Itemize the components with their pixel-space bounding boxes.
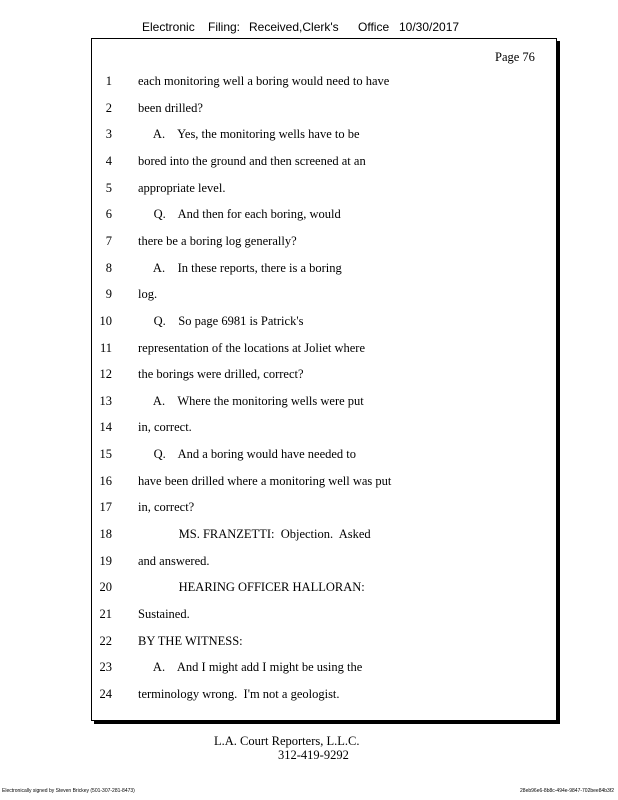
transcript-line (0, 687, 618, 703)
line-text: appropriate level. (138, 180, 226, 195)
page-number: Page 76 (495, 50, 535, 64)
header-filing: Filing: (208, 20, 241, 34)
header-received-clerks: Received,Clerk's (249, 20, 339, 34)
line-number: 15 (99, 447, 112, 462)
line-text: have been drilled where a monitoring well was put (138, 473, 392, 488)
line-text: A. Yes, the monitoring wells have to be (138, 127, 360, 142)
line-number: 4 (105, 153, 112, 168)
line-number: 20 (99, 580, 112, 595)
line-number: 24 (99, 686, 112, 701)
footer-phone: 312-419-9292 (278, 748, 349, 762)
transcript-line (0, 580, 618, 596)
line-number: 19 (99, 553, 112, 568)
line-text: MS. FRANZETTI: Objection. Asked (138, 527, 371, 542)
signature-right: 28eb96e6-8b8c-494e-9847-702bee84b3f2 (520, 788, 614, 794)
transcript-line (0, 127, 618, 143)
transcript-line (0, 660, 618, 676)
line-number: 18 (99, 527, 112, 542)
line-text: bored into the ground and then screened at an (138, 153, 366, 168)
transcript-line (0, 287, 618, 303)
transcript-line (0, 261, 618, 277)
line-number: 14 (99, 420, 112, 435)
transcript-line (0, 394, 618, 410)
line-number: 11 (99, 340, 112, 355)
line-text: BY THE WITNESS: (138, 633, 243, 648)
transcript-line (0, 447, 618, 463)
footer-company: L.A. Court Reporters, L.L.C. (214, 734, 360, 748)
line-number: 10 (99, 313, 112, 328)
line-number: 8 (105, 260, 112, 275)
line-number: 2 (105, 100, 112, 115)
line-text: Q. And a boring would have needed to (138, 447, 357, 462)
line-text: each monitoring well a boring would need to have (138, 74, 390, 88)
line-number: 1 (105, 74, 112, 88)
line-number: 13 (99, 393, 112, 408)
line-text: there be a boring log generally? (138, 233, 297, 248)
line-number: 22 (99, 633, 112, 648)
transcript-line (0, 154, 618, 170)
line-text: Sustained. (138, 607, 190, 621)
filing-header (0, 20, 618, 38)
transcript-line (0, 341, 618, 357)
line-text: in, correct? (138, 500, 195, 515)
line-number: 3 (105, 127, 112, 142)
line-text: and answered. (138, 553, 210, 568)
transcript-line (0, 181, 618, 197)
transcript-line (0, 234, 618, 250)
line-number: 12 (99, 367, 112, 382)
line-number: 16 (99, 473, 112, 488)
line-number: 9 (105, 287, 112, 302)
transcript-line (0, 101, 618, 117)
header-electronic: Electronic (142, 20, 195, 34)
line-text: HEARING OFFICER HALLORAN: (138, 580, 365, 595)
line-number: 17 (99, 500, 112, 515)
transcript-line (0, 527, 618, 543)
line-text: A. And I might add I might be using the (138, 660, 363, 675)
line-text: log. (138, 287, 158, 302)
transcript-line (0, 607, 618, 623)
line-text: A. Where the monitoring wells were put (138, 393, 364, 408)
line-text: A. In these reports, there is a boring (138, 260, 342, 275)
transcript-line (0, 554, 618, 570)
transcript-line (0, 207, 618, 223)
transcript-line (0, 634, 618, 650)
transcript-line (0, 314, 618, 330)
header-date: 10/30/2017 (399, 20, 460, 34)
transcript-line (0, 474, 618, 490)
line-text: Q. So page 6981 is Patrick's (138, 313, 304, 328)
line-number: 7 (105, 233, 112, 248)
line-text: terminology wrong. I'm not a geologist. (138, 686, 340, 701)
line-text: in, correct. (138, 420, 192, 435)
transcript-line (0, 500, 618, 516)
line-text: Q. And then for each boring, would (138, 207, 341, 222)
transcript-line (0, 74, 618, 90)
signature-left: Electronically signed by Steven Brickey (501-307-281-8473) (2, 788, 135, 794)
transcript-line (0, 420, 618, 436)
line-text: been drilled? (138, 100, 203, 115)
line-number: 5 (105, 180, 112, 195)
header-office: Office (358, 20, 390, 34)
line-text: the borings were drilled, correct? (138, 367, 304, 382)
line-number: 23 (99, 660, 112, 675)
transcript-line (0, 367, 618, 383)
line-number: 6 (105, 207, 112, 222)
line-number: 21 (99, 607, 112, 621)
line-text: representation of the locations at Joliet where (138, 340, 366, 355)
